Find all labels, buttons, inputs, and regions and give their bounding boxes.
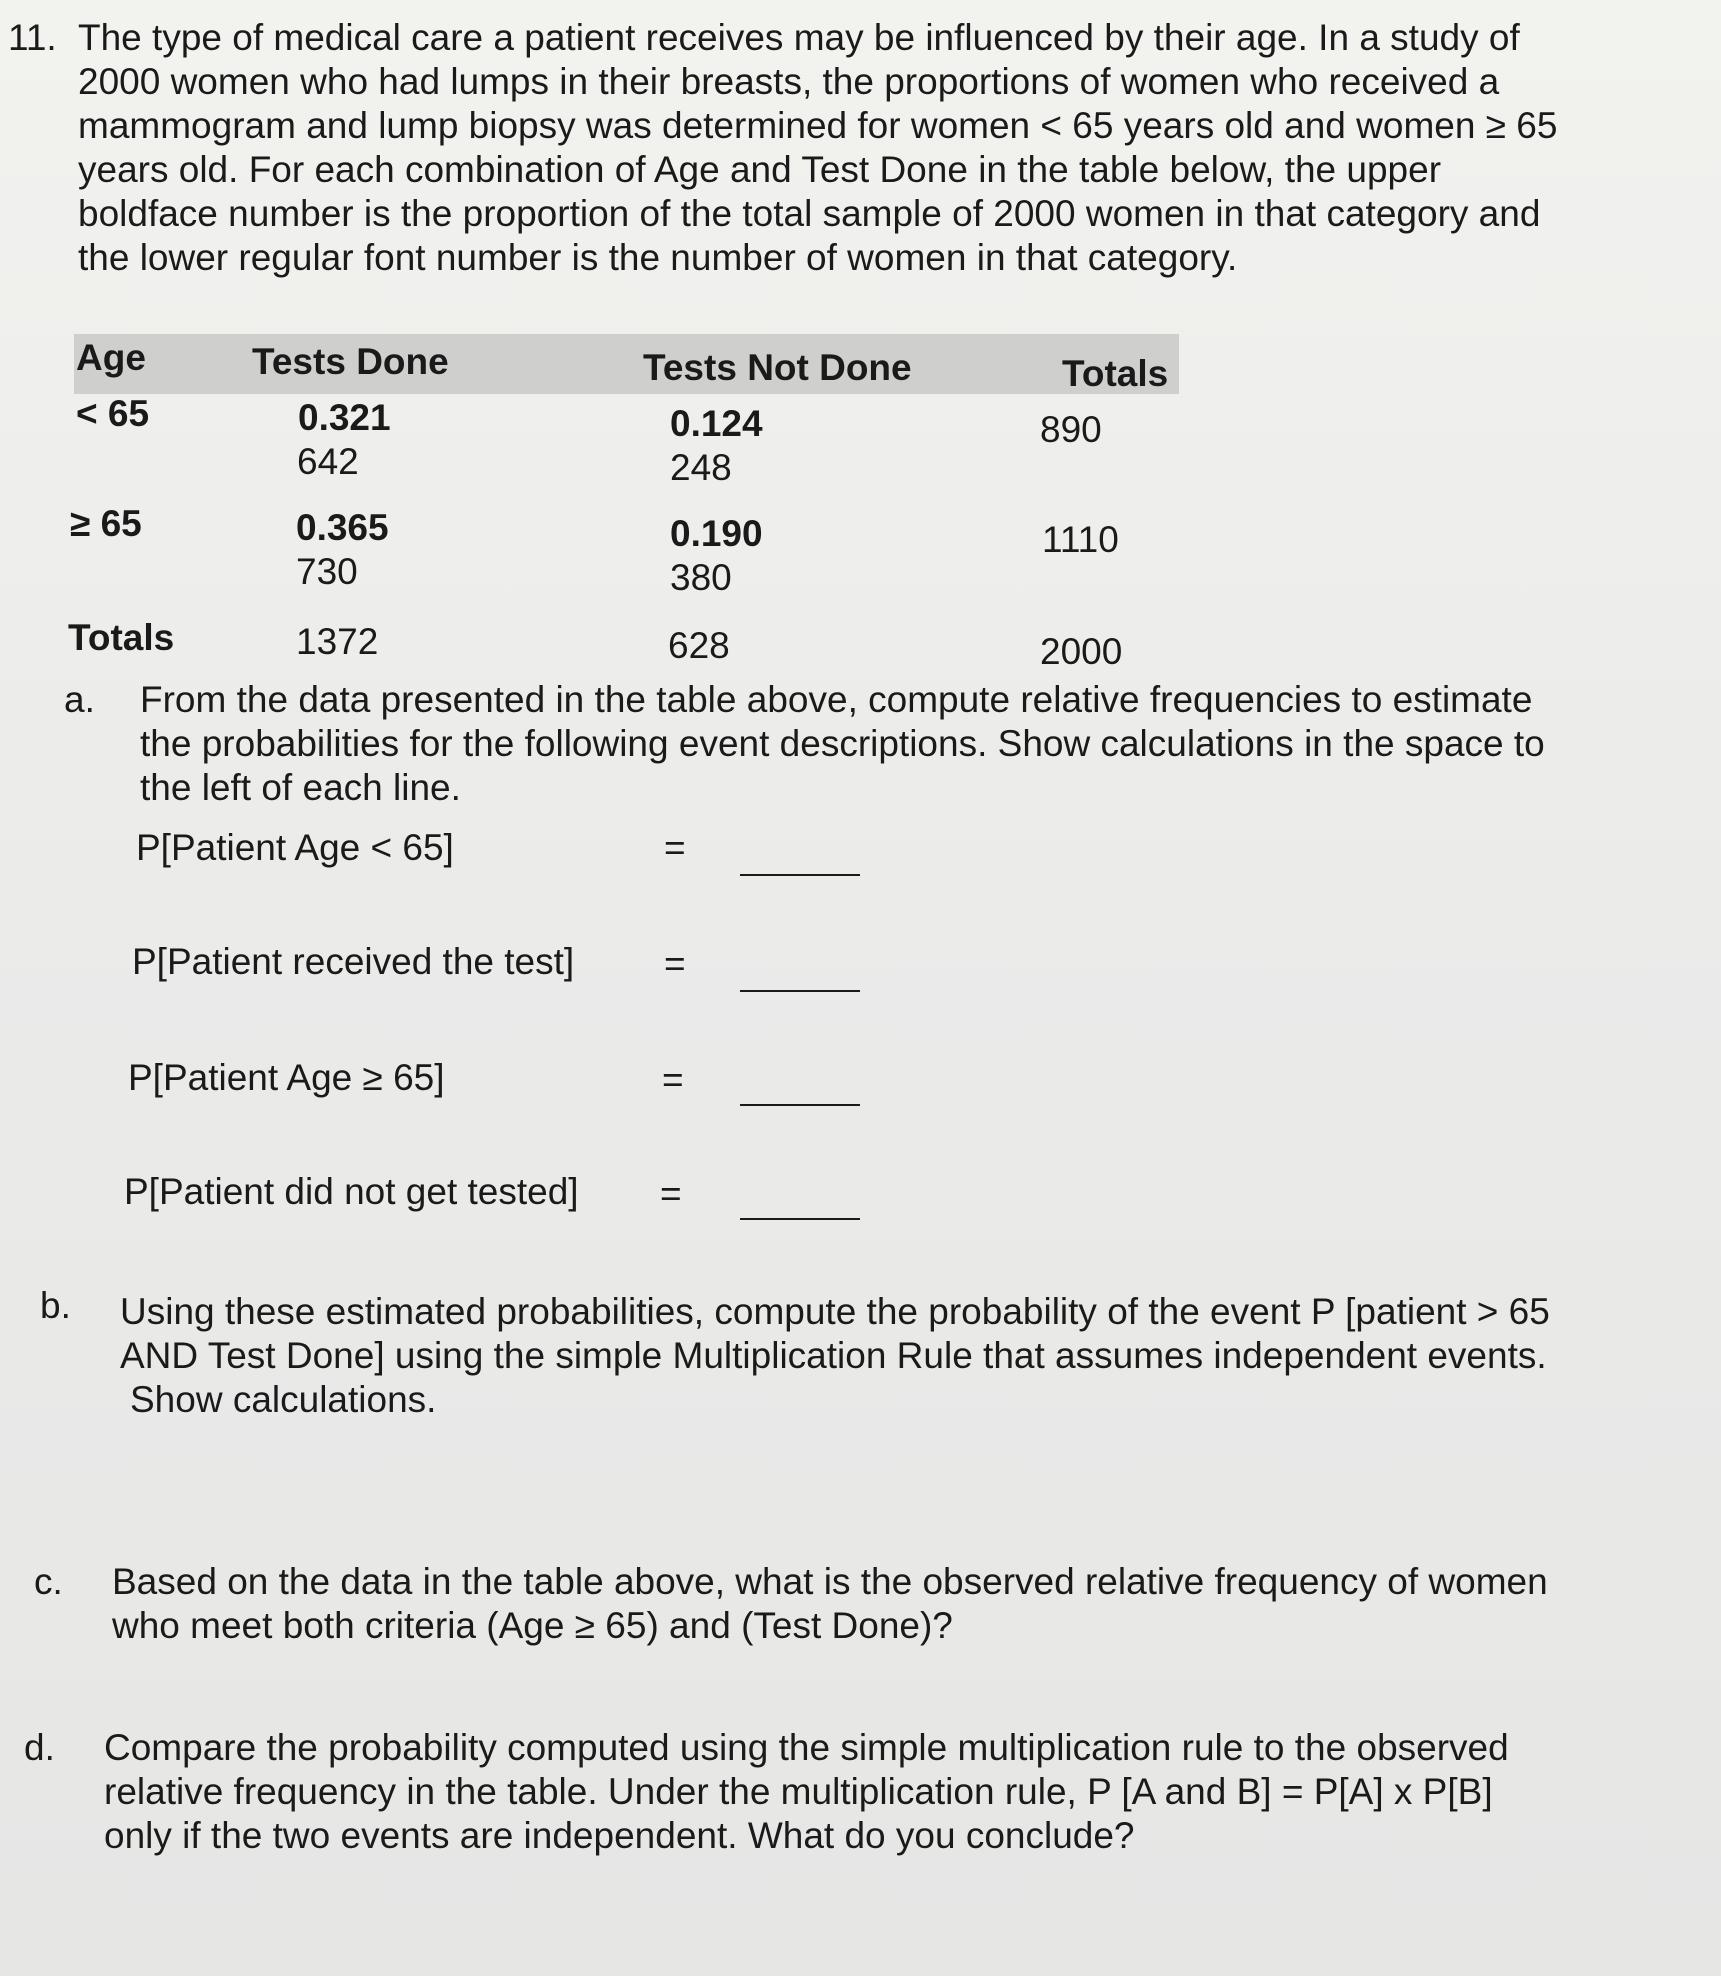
- header-tests-done: Tests Done: [252, 341, 449, 382]
- question-number: 11.: [8, 17, 57, 58]
- part-b-line: Show calculations.: [130, 1379, 437, 1420]
- event-received-test: P[Patient received the test]: [132, 941, 575, 982]
- part-a-text: [140, 678, 1545, 810]
- total-not-done: 628: [668, 625, 730, 666]
- cell-done-proportion: 0.365: [296, 507, 389, 548]
- part-c-text: [112, 1560, 1548, 1648]
- cell-row-total: 1110: [1042, 519, 1119, 560]
- part-a-line: the probabilities for the following event descriptions. Show calculations in the space to: [140, 723, 1545, 764]
- answer-blank[interactable]: [740, 1068, 860, 1106]
- cell-notdone-proportion: 0.124: [670, 403, 763, 444]
- intro-line: mammogram and lump biopsy was determined for women < 65 years old and women ≥ 65: [78, 105, 1558, 146]
- grand-total: 2000: [1040, 631, 1123, 672]
- header-age: Age: [76, 337, 146, 378]
- intro-line: boldface number is the proportion of the total sample of 2000 women in that category and: [78, 193, 1541, 234]
- part-b-text: [120, 1290, 1550, 1422]
- equals-sign: =: [664, 943, 686, 984]
- intro-line: 2000 women who had lumps in their breasts, the proportions of women who received a: [78, 61, 1500, 102]
- event-age-65-plus: P[Patient Age ≥ 65]: [128, 1057, 445, 1098]
- part-a-line: From the data presented in the table above, compute relative frequencies to estimate: [140, 679, 1533, 720]
- equals-sign: =: [660, 1173, 682, 1214]
- part-d-line: only if the two events are independent. What do you conclude?: [104, 1815, 1135, 1856]
- event-age-under-65: P[Patient Age < 65]: [136, 827, 454, 868]
- intro-line: The type of medical care a patient receives may be influenced by their age. In a study of: [78, 17, 1520, 58]
- part-d-text: [104, 1726, 1509, 1858]
- intro-line: years old. For each combination of Age and Test Done in the table below, the upper: [78, 149, 1442, 190]
- answer-blank[interactable]: [740, 838, 860, 876]
- part-c-line: Based on the data in the table above, what is the observed relative frequency of women: [112, 1561, 1548, 1602]
- part-b-line: Using these estimated probabilities, compute the probability of the event P [patient > 65: [120, 1291, 1550, 1332]
- cell-notdone-proportion: 0.190: [670, 513, 763, 554]
- part-c-letter: c.: [34, 1561, 63, 1602]
- part-d-letter: d.: [24, 1727, 55, 1768]
- answer-blank[interactable]: [740, 954, 860, 992]
- cell-notdone-count: 248: [670, 447, 732, 488]
- equals-sign: =: [662, 1059, 684, 1100]
- part-d-line: relative frequency in the table. Under the multiplication rule, P [A and B] = P[A] x P[B]: [104, 1771, 1493, 1812]
- part-c-line: who meet both criteria (Age ≥ 65) and (Test Done)?: [112, 1605, 953, 1646]
- event-not-tested: P[Patient did not get tested]: [124, 1171, 579, 1212]
- header-totals: Totals: [1062, 353, 1169, 394]
- part-b-letter: b.: [40, 1285, 71, 1326]
- intro-line: the lower regular font number is the number of women in that category.: [78, 237, 1238, 278]
- part-a-letter: a.: [64, 679, 95, 720]
- table-header-bar: [74, 334, 1179, 394]
- cell-row-total: 890: [1040, 409, 1102, 450]
- answer-blank[interactable]: [740, 1182, 860, 1220]
- part-d-line: Compare the probability computed using the simple multiplication rule to the observed: [104, 1727, 1509, 1768]
- cell-done-count: 642: [297, 441, 359, 482]
- part-b-line: AND Test Done] using the simple Multiplication Rule that assumes independent events.: [120, 1335, 1547, 1376]
- question-intro: [78, 16, 1658, 280]
- row-age-under-65: < 65: [76, 393, 150, 434]
- equals-sign: =: [664, 827, 686, 868]
- cell-done-proportion: 0.321: [298, 397, 391, 438]
- part-a-line: the left of each line.: [140, 767, 461, 808]
- cell-notdone-count: 380: [670, 557, 732, 598]
- row-age-65-plus: ≥ 65: [70, 503, 142, 544]
- cell-done-count: 730: [296, 551, 358, 592]
- total-done: 1372: [296, 621, 379, 662]
- totals-label: Totals: [68, 617, 175, 658]
- header-tests-not-done: Tests Not Done: [643, 347, 912, 388]
